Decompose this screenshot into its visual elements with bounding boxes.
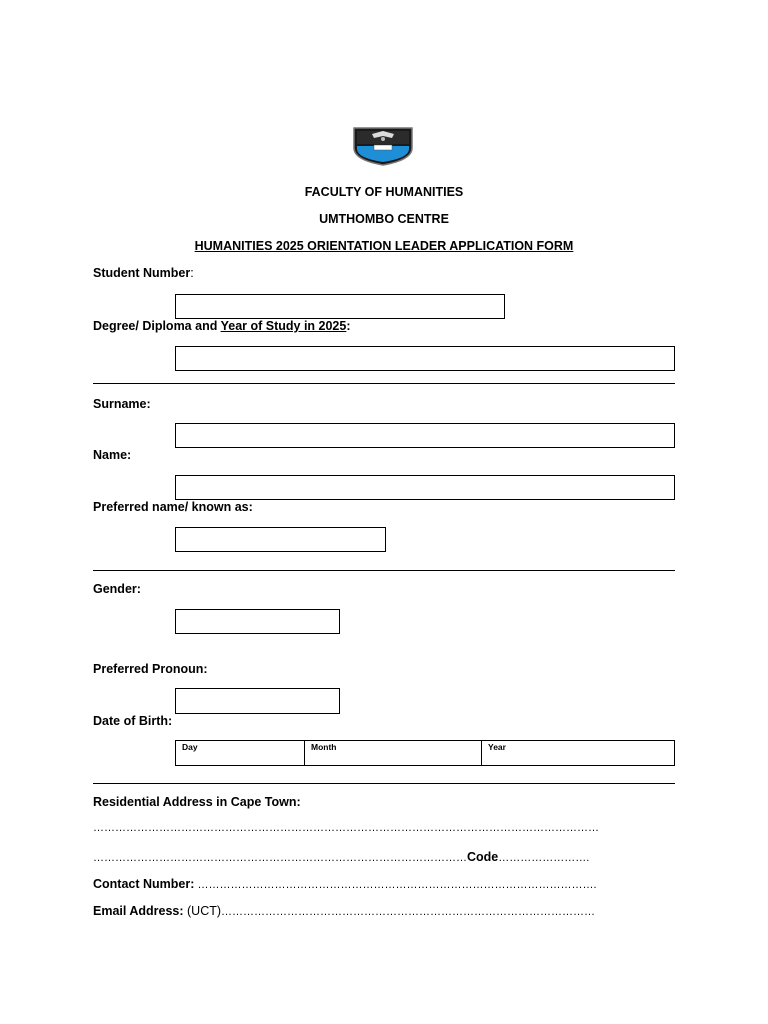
address-line-2[interactable]: [93, 850, 589, 864]
dob-table: [175, 740, 675, 766]
student-number-field[interactable]: [175, 294, 505, 319]
preferred-name-label: Preferred name/ known as:: [93, 500, 253, 514]
year-of-study-label: Year of Study in 2025: [220, 319, 347, 333]
dob-day-cell[interactable]: [176, 741, 305, 765]
student-number-label-text: Student Number: [93, 266, 191, 280]
dob-year-cell[interactable]: [482, 741, 674, 765]
dob-month-label: Month: [311, 742, 337, 752]
degree-field[interactable]: [175, 346, 675, 371]
contact-number-dots: ……………………………………………………………………………………………….: [194, 879, 597, 891]
student-number-label: [93, 266, 194, 280]
student-number-colon: :: [190, 266, 194, 280]
pronoun-field[interactable]: [175, 688, 340, 714]
gender-label: Gender:: [93, 582, 141, 596]
dob-day-label: Day: [182, 742, 198, 752]
name-field[interactable]: [175, 475, 675, 500]
section-divider: [93, 783, 675, 784]
dob-year-label: Year: [488, 742, 506, 752]
address-line-2-dots: …………………………………………………………………………………………: [93, 852, 467, 864]
address-label: Residential Address in Cape Town:: [93, 795, 301, 809]
contact-number-label: Contact Number:: [93, 877, 195, 891]
contact-number-line[interactable]: [93, 877, 597, 891]
email-hint: (UCT): [183, 904, 222, 918]
degree-label-part: Degree/ Diploma and: [93, 319, 221, 333]
gender-field[interactable]: [175, 609, 340, 634]
dob-label: Date of Birth:: [93, 714, 173, 728]
form-title: HUMANITIES 2025 ORIENTATION LEADER APPLICATION FORM: [194, 239, 574, 253]
postal-code-dots: …………………….: [498, 852, 590, 864]
email-line[interactable]: [93, 904, 595, 918]
surname-label: Surname:: [93, 397, 151, 411]
pronoun-label: Preferred Pronoun:: [93, 662, 208, 676]
centre-heading: UMTHOMBO CENTRE: [319, 212, 449, 226]
surname-field[interactable]: [175, 423, 675, 448]
name-label: Name:: [93, 448, 132, 462]
preferred-name-field[interactable]: [175, 527, 386, 552]
section-divider: [93, 383, 675, 384]
address-line-1[interactable]: …………………………………………………………………………………………………………………………: [93, 822, 599, 834]
faculty-heading: FACULTY OF HUMANITIES: [304, 185, 464, 199]
degree-label: [93, 319, 351, 333]
dob-month-cell[interactable]: [305, 741, 482, 765]
postal-code-label: Code: [467, 850, 499, 864]
university-crest-logo: [352, 126, 414, 166]
degree-label-colon: :: [346, 319, 351, 333]
email-label: Email Address:: [93, 904, 184, 918]
section-divider: [93, 570, 675, 571]
email-dots: …………………………………………………………………………………………: [221, 906, 596, 918]
